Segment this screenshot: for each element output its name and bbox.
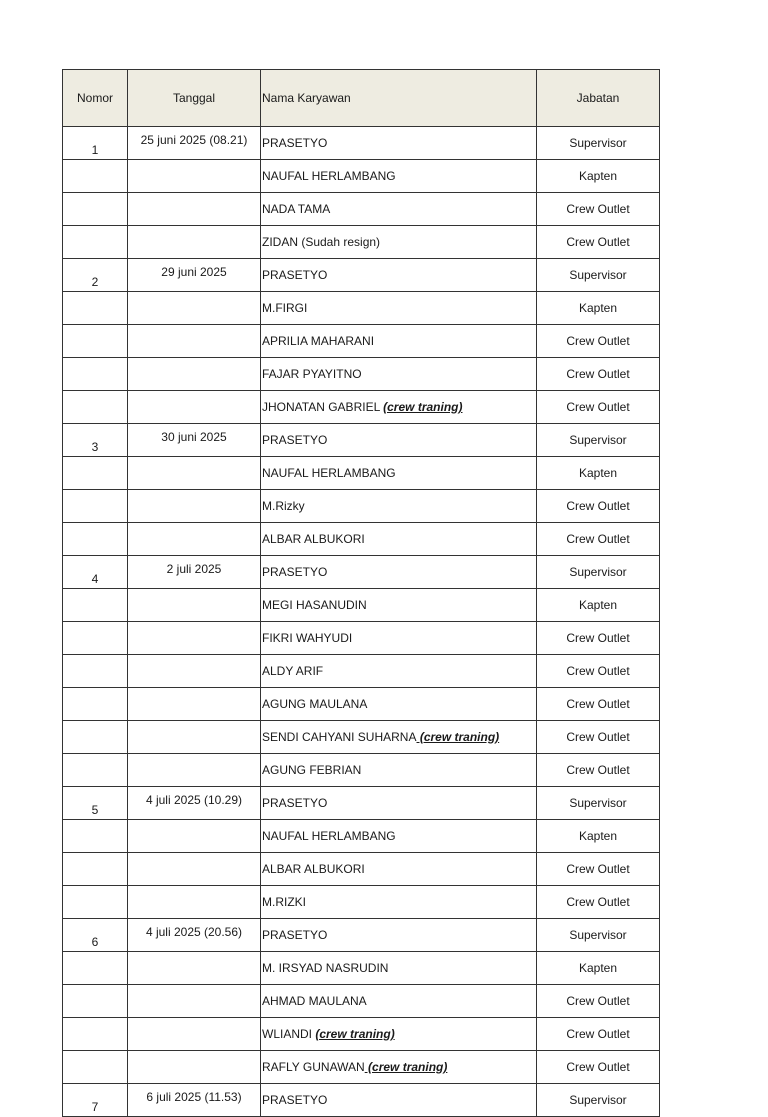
employee-name: AHMAD MAULANA (262, 994, 367, 1008)
table-row (63, 820, 660, 853)
cell-nomor (63, 622, 128, 655)
table-row (63, 358, 660, 391)
cell-tanggal: 6 juli 2025 (11.53) (128, 1084, 261, 1117)
table-row (63, 622, 660, 655)
cell-jabatan: Crew Outlet (537, 688, 660, 721)
cell-nomor (63, 424, 128, 457)
cell-nama-karyawan (261, 754, 537, 787)
cell-jabatan: Kapten (537, 820, 660, 853)
table-row (63, 490, 660, 523)
cell-tanggal (128, 226, 261, 259)
cell-nama-karyawan (261, 457, 537, 490)
employee-name: PRASETYO (262, 268, 328, 282)
cell-jabatan: Crew Outlet (537, 325, 660, 358)
employee-name: FAJAR PYAYITNO (262, 367, 362, 381)
cell-tanggal: 2 juli 2025 (128, 556, 261, 589)
employee-name: WLIANDI (262, 1027, 316, 1041)
cell-tanggal (128, 325, 261, 358)
cell-tanggal (128, 292, 261, 325)
cell-nomor (63, 358, 128, 391)
cell-nomor (63, 886, 128, 919)
table-row (63, 424, 660, 457)
crew-training-note: (crew traning) (383, 400, 463, 414)
cell-tanggal (128, 193, 261, 226)
cell-tanggal (128, 160, 261, 193)
cell-tanggal (128, 655, 261, 688)
cell-nomor (63, 952, 128, 985)
table-row (63, 193, 660, 226)
cell-nama-karyawan (261, 556, 537, 589)
table-row (63, 787, 660, 820)
cell-nama-karyawan (261, 820, 537, 853)
cell-nama-karyawan (261, 490, 537, 523)
employee-name: NAUFAL HERLAMBANG (262, 829, 396, 843)
employee-name: AGUNG MAULANA (262, 697, 368, 711)
employee-name: NADA TAMA (262, 202, 331, 216)
employee-name: APRILIA MAHARANI (262, 334, 375, 348)
nomor-text: 5 (91, 803, 99, 817)
table-body (63, 127, 660, 1117)
cell-nomor (63, 853, 128, 886)
cell-jabatan: Crew Outlet (537, 358, 660, 391)
cell-nomor (63, 325, 128, 358)
table-row (63, 457, 660, 490)
cell-tanggal (128, 622, 261, 655)
cell-nomor (63, 820, 128, 853)
cell-tanggal (128, 952, 261, 985)
cell-tanggal (128, 754, 261, 787)
employee-name: ALBAR ALBUKORI (262, 532, 365, 546)
employee-name: PRASETYO (262, 136, 328, 150)
cell-tanggal (128, 589, 261, 622)
cell-jabatan: Crew Outlet (537, 754, 660, 787)
cell-nomor (63, 457, 128, 490)
cell-tanggal: 30 juni 2025 (128, 424, 261, 457)
cell-tanggal (128, 853, 261, 886)
employee-name: M.FIRGI (262, 301, 308, 315)
nomor-text: 3 (91, 440, 99, 454)
employee-schedule-table (62, 69, 660, 1117)
employee-name: M.RIZKI (262, 895, 306, 909)
crew-training-note: (crew traning) (364, 1060, 448, 1074)
cell-nomor (63, 787, 128, 820)
employee-name: M.Rizky (262, 499, 305, 513)
cell-tanggal (128, 523, 261, 556)
cell-jabatan: Crew Outlet (537, 721, 660, 754)
cell-nama-karyawan (261, 127, 537, 160)
nomor-text: 6 (91, 935, 99, 949)
cell-jabatan: Supervisor (537, 424, 660, 457)
cell-jabatan: Crew Outlet (537, 1018, 660, 1051)
cell-nomor (63, 919, 128, 952)
cell-tanggal (128, 820, 261, 853)
table-row (63, 1018, 660, 1051)
cell-nama-karyawan (261, 1084, 537, 1117)
employee-name: RAFLY GUNAWAN (262, 1060, 365, 1074)
cell-jabatan: Crew Outlet (537, 886, 660, 919)
employee-name: PRASETYO (262, 1093, 328, 1107)
cell-jabatan: Supervisor (537, 1084, 660, 1117)
table-row (63, 688, 660, 721)
employee-name: M. IRSYAD NASRUDIN (262, 961, 389, 975)
cell-nama-karyawan (261, 721, 537, 754)
crew-training-note: (crew traning) (416, 730, 500, 744)
cell-nama-karyawan (261, 424, 537, 457)
table-row (63, 853, 660, 886)
cell-tanggal: 4 juli 2025 (10.29) (128, 787, 261, 820)
employee-name: PRASETYO (262, 796, 328, 810)
cell-nama-karyawan (261, 589, 537, 622)
employee-name: AGUNG FEBRIAN (262, 763, 362, 777)
employee-name: SENDI CAHYANI SUHARNA (262, 730, 417, 744)
cell-tanggal (128, 886, 261, 919)
table-row (63, 919, 660, 952)
cell-tanggal (128, 391, 261, 424)
cell-nama-karyawan (261, 688, 537, 721)
cell-jabatan: Supervisor (537, 919, 660, 952)
cell-nama-karyawan (261, 358, 537, 391)
cell-jabatan: Kapten (537, 952, 660, 985)
cell-nomor (63, 193, 128, 226)
cell-nomor (63, 226, 128, 259)
cell-nama-karyawan (261, 886, 537, 919)
cell-jabatan: Supervisor (537, 127, 660, 160)
cell-nama-karyawan (261, 160, 537, 193)
table-row (63, 325, 660, 358)
table-row (63, 1084, 660, 1117)
cell-jabatan: Crew Outlet (537, 985, 660, 1018)
cell-jabatan: Crew Outlet (537, 523, 660, 556)
cell-jabatan: Kapten (537, 292, 660, 325)
table-row (63, 952, 660, 985)
table-row (63, 589, 660, 622)
employee-name: PRASETYO (262, 928, 328, 942)
cell-jabatan: Crew Outlet (537, 655, 660, 688)
cell-jabatan: Crew Outlet (537, 622, 660, 655)
header-row (63, 70, 660, 127)
table-row (63, 556, 660, 589)
cell-jabatan: Crew Outlet (537, 391, 660, 424)
table-row (63, 292, 660, 325)
employee-name: PRASETYO (262, 565, 328, 579)
nomor-text: 4 (91, 572, 99, 586)
employee-name: NAUFAL HERLAMBANG (262, 466, 396, 480)
cell-nomor (63, 688, 128, 721)
cell-nomor (63, 754, 128, 787)
cell-nomor (63, 160, 128, 193)
employee-name: PRASETYO (262, 433, 328, 447)
employee-name: ZIDAN (Sudah resign) (262, 235, 381, 249)
cell-tanggal: 29 juni 2025 (128, 259, 261, 292)
cell-tanggal (128, 490, 261, 523)
cell-tanggal (128, 1018, 261, 1051)
cell-nomor (63, 127, 128, 160)
cell-jabatan: Crew Outlet (537, 1051, 660, 1084)
cell-tanggal (128, 721, 261, 754)
cell-nomor (63, 1084, 128, 1117)
cell-jabatan: Crew Outlet (537, 490, 660, 523)
cell-nama-karyawan (261, 259, 537, 292)
cell-tanggal (128, 688, 261, 721)
nomor-text: 2 (91, 275, 99, 289)
employee-name: ALBAR ALBUKORI (262, 862, 365, 876)
nomor-text: 1 (91, 143, 99, 157)
cell-tanggal (128, 457, 261, 490)
cell-nama-karyawan (261, 391, 537, 424)
cell-nomor (63, 655, 128, 688)
cell-nomor (63, 391, 128, 424)
cell-jabatan: Kapten (537, 160, 660, 193)
cell-nomor (63, 721, 128, 754)
cell-nama-karyawan (261, 193, 537, 226)
header-jabatan: Jabatan (537, 70, 660, 127)
cell-jabatan: Crew Outlet (537, 853, 660, 886)
employee-name: ALDY ARIF (262, 664, 324, 678)
cell-nomor (63, 490, 128, 523)
cell-nomor (63, 292, 128, 325)
table-row (63, 160, 660, 193)
cell-nomor (63, 985, 128, 1018)
cell-nama-karyawan (261, 226, 537, 259)
cell-nama-karyawan (261, 1051, 537, 1084)
header-tanggal: Tanggal (128, 70, 261, 127)
cell-nama-karyawan (261, 325, 537, 358)
nomor-text: 7 (91, 1100, 99, 1114)
cell-nama-karyawan (261, 952, 537, 985)
table-row (63, 127, 660, 160)
cell-nama-karyawan (261, 1018, 537, 1051)
cell-nama-karyawan (261, 853, 537, 886)
cell-jabatan: Kapten (537, 589, 660, 622)
cell-nomor (63, 556, 128, 589)
cell-jabatan: Supervisor (537, 259, 660, 292)
cell-jabatan: Supervisor (537, 556, 660, 589)
cell-jabatan: Kapten (537, 457, 660, 490)
employee-name: NAUFAL HERLAMBANG (262, 169, 396, 183)
cell-nomor (63, 1018, 128, 1051)
table-row (63, 1051, 660, 1084)
cell-nama-karyawan (261, 985, 537, 1018)
employee-name: FIKRI WAHYUDI (262, 631, 353, 645)
cell-nama-karyawan (261, 919, 537, 952)
cell-nomor (63, 1051, 128, 1084)
header-nama-karyawan: Nama Karyawan (261, 70, 537, 127)
cell-nama-karyawan (261, 787, 537, 820)
table-row (63, 226, 660, 259)
cell-tanggal (128, 358, 261, 391)
employee-name: MEGI HASANUDIN (262, 598, 367, 612)
cell-jabatan: Supervisor (537, 787, 660, 820)
cell-tanggal (128, 985, 261, 1018)
cell-tanggal (128, 1051, 261, 1084)
table-row (63, 886, 660, 919)
cell-jabatan: Crew Outlet (537, 226, 660, 259)
table-row (63, 985, 660, 1018)
cell-nama-karyawan (261, 655, 537, 688)
cell-nama-karyawan (261, 292, 537, 325)
table-row (63, 391, 660, 424)
table-row (63, 754, 660, 787)
cell-nama-karyawan (261, 622, 537, 655)
employee-name: JHONATAN GABRIEL (262, 400, 384, 414)
table-row (63, 259, 660, 292)
cell-nama-karyawan (261, 523, 537, 556)
table-row (63, 523, 660, 556)
table-row (63, 721, 660, 754)
cell-tanggal: 25 juni 2025 (08.21) (128, 127, 261, 160)
table-row (63, 655, 660, 688)
cell-jabatan: Crew Outlet (537, 193, 660, 226)
cell-nomor (63, 589, 128, 622)
header-nomor: Nomor (63, 70, 128, 127)
cell-tanggal: 4 juli 2025 (20.56) (128, 919, 261, 952)
cell-nomor (63, 259, 128, 292)
cell-nomor (63, 523, 128, 556)
crew-training-note: (crew traning) (315, 1027, 395, 1041)
table-header (63, 70, 660, 127)
